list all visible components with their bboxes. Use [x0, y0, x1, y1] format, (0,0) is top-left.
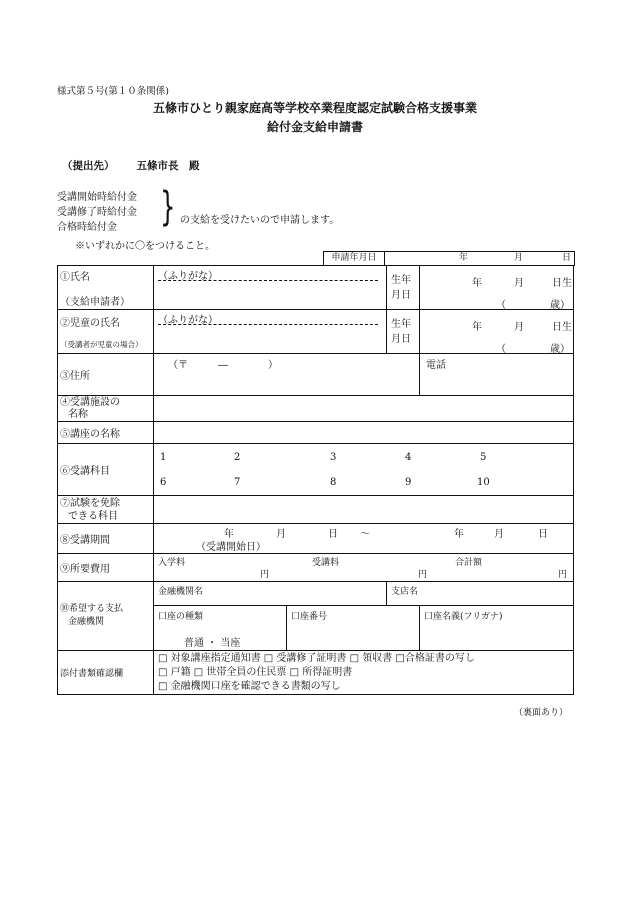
period-start-note: （受講開始日）: [196, 542, 266, 553]
form-number: 様式第５号(第１０条関係): [57, 86, 169, 97]
age-open: （: [496, 344, 506, 355]
application-date-label: 申請年月日: [324, 252, 385, 265]
yen-label: 円: [260, 570, 270, 580]
applicant-birth-field[interactable]: [420, 266, 574, 310]
total-label: 合計額: [455, 558, 483, 568]
subject-number: 10: [477, 477, 490, 488]
phone-label: 電話: [426, 360, 446, 371]
note-text: ※いずれかに〇をつけること。: [75, 241, 215, 252]
account-holder-field[interactable]: [420, 606, 574, 651]
applicant-name-sub: （支給申請者）: [60, 296, 130, 308]
yen-label: 円: [558, 570, 568, 580]
subject-number: 2: [234, 452, 241, 463]
birth-month: 月: [514, 322, 524, 333]
age-open: （: [496, 300, 506, 311]
furigana-divider: [158, 280, 378, 281]
phone-field[interactable]: [420, 354, 574, 396]
exempt-label: [58, 496, 154, 524]
course-field[interactable]: [154, 422, 574, 444]
birth-day: 日生: [552, 278, 572, 289]
subject-number: 4: [405, 452, 412, 463]
age-close: 歳）: [550, 300, 570, 311]
account-number-field[interactable]: [287, 606, 420, 651]
enroll-fee-label: 入学料: [158, 558, 186, 568]
facility-label-line1: ④受講施設の: [60, 396, 120, 408]
date-month: 月: [514, 253, 524, 263]
child-name-sub: （受講者が児童の場合）: [60, 339, 143, 349]
subjects-label: ⑥受講科目: [58, 444, 154, 496]
attachments-line[interactable]: □ 金融機関口座を確認できる書類の写し: [158, 680, 341, 692]
exempt-field[interactable]: [154, 496, 574, 524]
brace-icon: }: [160, 184, 176, 230]
benefit-type-list: [57, 190, 137, 235]
postal-code: （〒 ― ）: [168, 360, 278, 371]
account-number-label: 口座番号: [291, 612, 328, 622]
subject-number: 6: [160, 477, 167, 488]
exempt-label-line1: ⑦試験を免除: [60, 497, 120, 509]
subject-number: 8: [330, 477, 337, 488]
period-label: ⑧受講期間: [58, 524, 154, 554]
child-name-label: [58, 310, 154, 354]
period-start-day: 日: [328, 529, 338, 540]
attachments-line[interactable]: □ 戸籍 □ 世帯全員の住民票 □ 所得証明書: [158, 666, 353, 678]
child-name-label-text: ②児童の氏名: [60, 317, 120, 329]
subjects-field[interactable]: [154, 444, 574, 496]
date-day: 日: [562, 253, 572, 263]
branch-label: 支店名: [391, 587, 419, 597]
bank-label-line2: 金融機関: [68, 617, 105, 627]
attachments-line[interactable]: □ 対象講座指定通知書 □ 受講修了証明書 □ 領収書 □合格証書の写し: [158, 652, 475, 664]
subject-number: 7: [234, 477, 241, 488]
birth-label-text: 生年月日: [391, 274, 411, 301]
account-type-label: 口座の種類: [158, 612, 204, 622]
birth-year: 年: [472, 278, 482, 289]
child-birth-field[interactable]: [420, 310, 574, 354]
age-close: 歳）: [550, 344, 570, 355]
subject-number: 1: [160, 452, 167, 463]
bank-name-label: 金融機関名: [158, 587, 204, 597]
bank-label: [58, 582, 154, 651]
period-end-month: 月: [494, 529, 504, 540]
furigana-label: （ふりがな）: [158, 315, 218, 326]
attachments-checklist[interactable]: [154, 651, 574, 695]
furigana-label: （ふりがな）: [158, 271, 218, 282]
benefit-type[interactable]: 合格時給付金: [57, 222, 117, 233]
period-end-year: 年: [454, 529, 464, 540]
facility-label-line2: 名称: [68, 408, 88, 420]
document-subtitle: 給付金支給申請書: [266, 120, 363, 134]
submit-to-value: 五條市長 殿: [136, 160, 200, 172]
furigana-divider: [158, 324, 378, 325]
application-form-table: [57, 265, 574, 695]
period-start-year: 年: [224, 529, 234, 540]
birth-year: 年: [472, 322, 482, 333]
benefit-type[interactable]: 受講開始時給付金: [57, 192, 137, 203]
benefit-type[interactable]: 受講修了時給付金: [57, 207, 137, 218]
period-tilde: ～: [360, 529, 370, 540]
period-field[interactable]: [154, 524, 574, 554]
date-year: 年: [459, 253, 469, 263]
branch-field[interactable]: [387, 582, 574, 606]
submit-to-label: （提出先）: [62, 160, 115, 172]
cost-label: ⑨所要費用: [58, 554, 154, 582]
address-label: ③住所: [58, 354, 154, 396]
request-text: の支給を受けたいので申請します。: [180, 215, 340, 226]
attachments-label: 添付書類確認欄: [58, 651, 154, 695]
child-name-field[interactable]: [154, 310, 387, 354]
facility-field[interactable]: [154, 396, 574, 422]
yen-label: 円: [418, 570, 428, 580]
application-date-row: [323, 251, 575, 266]
account-type-options[interactable]: 普通 ・ 当座: [184, 638, 241, 649]
course-label: ⑤講座の名称: [58, 422, 154, 444]
back-page-note: （裏面あり）: [514, 708, 569, 718]
address-field[interactable]: [154, 354, 420, 396]
period-start-month: 月: [276, 529, 286, 540]
period-end-day: 日: [538, 529, 548, 540]
subject-number: 3: [330, 452, 337, 463]
exempt-label-line2: できる科目: [68, 510, 118, 522]
tuition-fee-label: 受講料: [312, 558, 340, 568]
account-type-field[interactable]: [154, 606, 287, 651]
applicant-name-field[interactable]: [154, 266, 387, 310]
facility-label: [58, 396, 154, 422]
bank-name-field[interactable]: [154, 582, 387, 606]
birth-month: 月: [514, 278, 524, 289]
birth-day: 日生: [552, 322, 572, 333]
cost-field[interactable]: [154, 554, 574, 582]
subject-number: 5: [480, 452, 487, 463]
submit-to: [62, 158, 200, 173]
applicant-name-label: [58, 266, 154, 310]
applicant-name-label-text: ①氏名: [60, 271, 90, 283]
child-birth-label: [387, 310, 420, 354]
subject-number: 9: [405, 477, 412, 488]
document-title: 五條市ひとり親家庭高等学校卒業程度認定試験合格支援事業: [152, 101, 477, 115]
account-holder-label: 口座名義(フリガナ): [424, 612, 503, 622]
birth-label-text: 生年月日: [391, 318, 411, 345]
applicant-birth-label: [387, 266, 420, 310]
bank-label-line1: ⑩希望する支払: [60, 604, 124, 614]
